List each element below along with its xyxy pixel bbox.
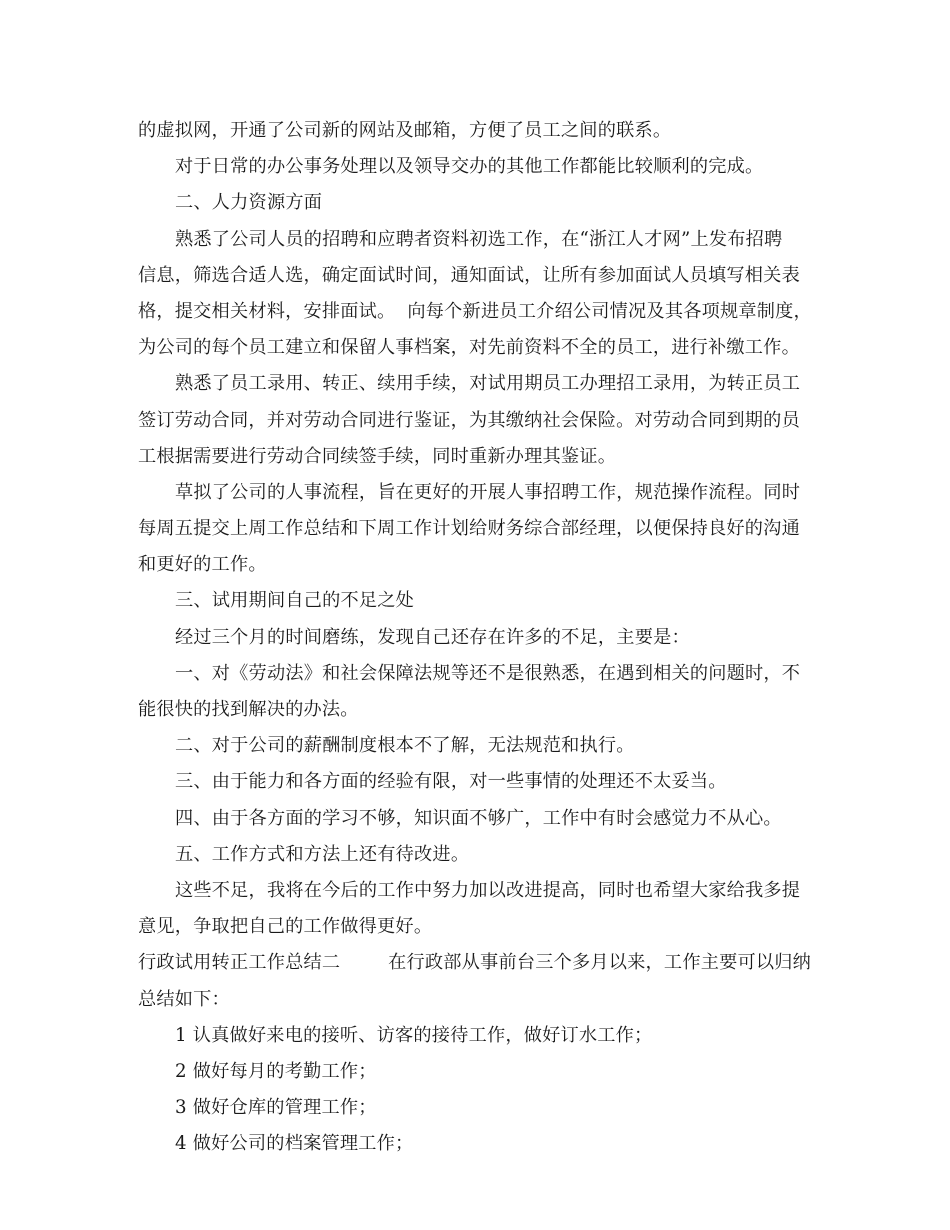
text-line: 格，提交相关材料，安排面试。 向每个新进员工介绍公司情况及其各项规章制度，: [138, 300, 812, 322]
text-line: 和更好的工作。: [138, 554, 267, 576]
text-line: 熟悉了员工录用、转正、续用手续，对试用期员工办理招工录用，为转正员工: [175, 373, 801, 395]
text-line: 2 做好每月的考勤工作；: [175, 1060, 377, 1082]
text-line: 签订劳动合同，并对劳动合同进行鉴证，为其缴纳社会保险。对劳动合同到期的员: [138, 409, 800, 431]
text-line: 三、试用期间自己的不足之处: [175, 590, 415, 612]
text-line: 每周五提交上周工作总结和下周工作计划给财务综合部经理，以便保持良好的沟通: [138, 518, 800, 540]
text-line: 熟悉了公司人员的招聘和应聘者资料初选工作，在“浙江人才网”上发布招聘: [175, 228, 783, 250]
text-line: 工根据需要进行劳动合同续签手续，同时重新办理其鉴证。: [138, 445, 617, 467]
text-line: 草拟了公司的人事流程，旨在更好的开展人事招聘工作，规范操作流程。同时: [175, 481, 801, 503]
text-line: 对于日常的办公事务处理以及领导交办的其他工作都能比较顺利的完成。: [175, 156, 764, 178]
document-page: [138, 113, 818, 1162]
text-line: 一、对《劳动法》和社会保障法规等还不是很熟悉，在遇到相关的问题时，不: [175, 662, 801, 684]
text-line: 经过三个月的时间磨练，发现自己还存在许多的不足，主要是：: [175, 626, 690, 648]
text-line: 五、工作方式和方法上还有待改进。: [175, 843, 470, 865]
text-line: 二、人力资源方面: [175, 192, 323, 214]
text-line: 的虚拟网，开通了公司新的网站及邮箱，方便了员工之间的联系。: [138, 120, 672, 141]
text-line: 总结如下：: [138, 988, 230, 1010]
text-line: 3 做好仓库的管理工作；: [175, 1097, 377, 1119]
text-line: 1 认真做好来电的接听、访客的接待工作，做好订水工作；: [175, 1024, 653, 1046]
text-line: 三、由于能力和各方面的经验有限，对一些事情的处理还不太妥当。: [175, 771, 727, 793]
text-line: 4 做好公司的档案管理工作；: [175, 1133, 414, 1155]
text-line: 这些不足，我将在今后的工作中努力加以改进提高，同时也希望大家给我多提: [175, 879, 801, 901]
text-line: 行政试用转正工作总结二 在行政部从事前台三个多月以来，工作主要可以归纳: [138, 952, 812, 974]
text-line: 二、对于公司的薪酬制度根本不了解，无法规范和执行。: [175, 735, 635, 757]
text-line: 能很快的找到解决的办法。: [138, 699, 359, 720]
text-line: 意见，争取把自己的工作做得更好。: [138, 916, 433, 938]
text-line: 为公司的每个员工建立和保留人事档案，对先前资料不全的员工，进行补缴工作。: [138, 337, 800, 359]
text-line: 四、由于各方面的学习不够，知识面不够广，工作中有时会感觉力不从心。: [175, 807, 782, 829]
text-line: 信息，筛选合适人选，确定面试时间，通知面试，让所有参加面试人员填写相关表: [138, 264, 800, 286]
